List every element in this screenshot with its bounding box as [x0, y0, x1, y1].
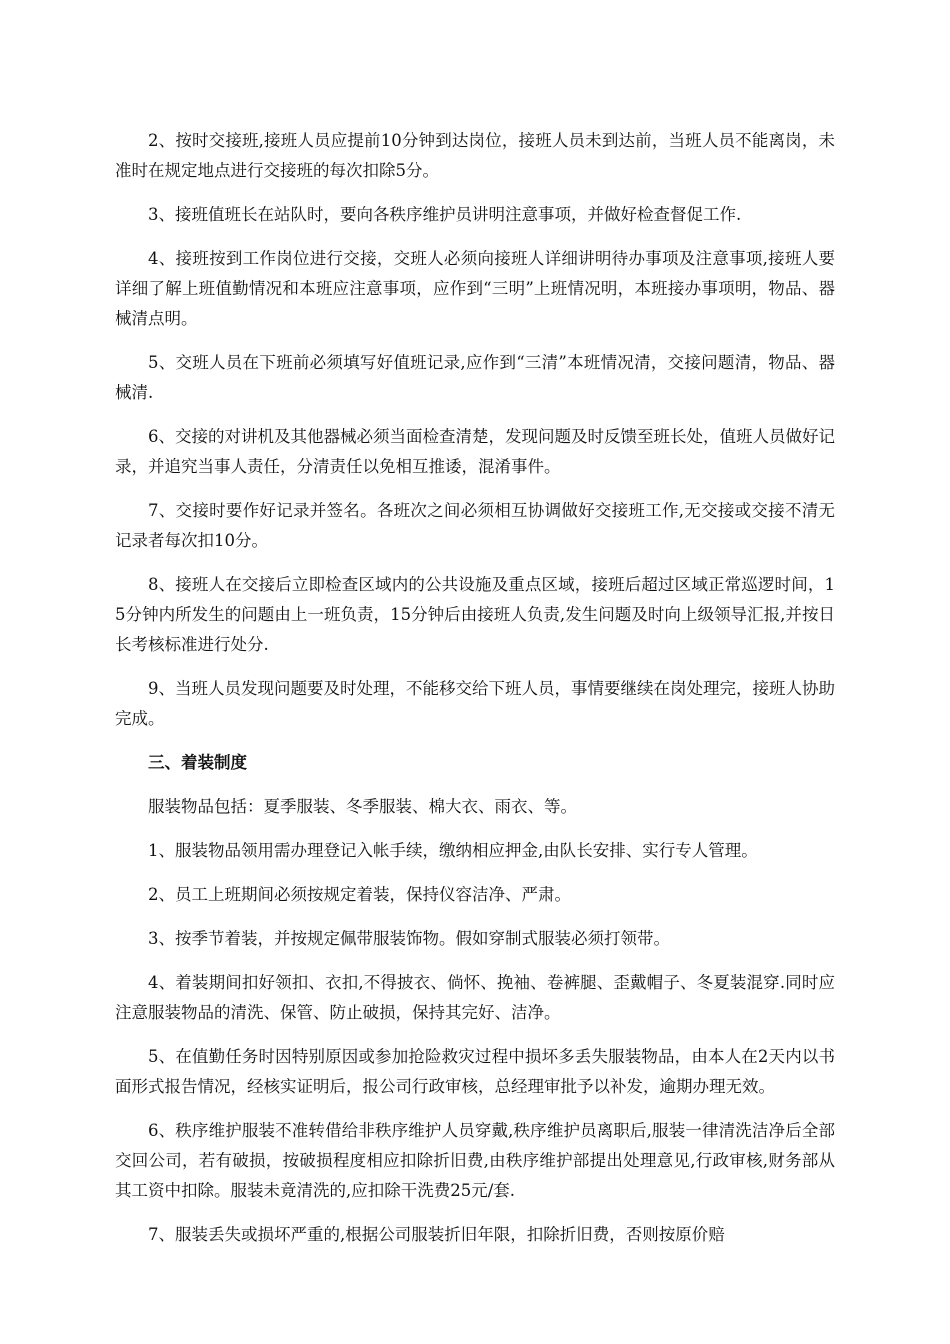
paragraph-shift-handover-4: 4、接班按到工作岗位进行交接，交班人必须向接班人详细讲明待办事项及注意事项,接班人要详细了解上班值勤情况和本班应注意事项，应作到“三明”上班情况明，本班接办事项明，物品、器械清点明。 [115, 249, 835, 328]
paragraph-shift-handover-6: 6、交接的对讲机及其他器械必须当面检查清楚，发现问题及时反馈至班长处，值班人员做好记录，并追究当事人责任，分清责任以免相互推诿，混淆事件。 [115, 427, 835, 476]
dress-code-item-5: 5、在值勤任务时因特别原因或参加抢险救灾过程中损坏多丢失服装物品，由本人在2天内以书面形式报告情况，经核实证明后，报公司行政审核，总经理审批予以补发，逾期办理无效。 [115, 1047, 835, 1096]
dress-code-item-2: 2、员工上班期间必须按规定着装，保持仪容洁净、严肃。 [148, 885, 571, 904]
dress-code-item-6: 6、秩序维护服装不准转借给非秩序维护人员穿戴,秩序维护员离职后,服装一律清洗洁净后全部交回公司，若有破损，按破损程度相应扣除折旧费,由秩序维护部提出处理意见,行政审核,财务部从其工资中扣除。服装未竟清洗的,应扣除干洗费25元/套. [115, 1121, 835, 1200]
paragraph-shift-handover-5: 5、交班人员在下班前必须填写好值班记录,应作到“三清”本班情况清，交接问题清，物品、器械清. [115, 353, 835, 402]
paragraph-shift-handover-2: 2、按时交接班,接班人员应提前10分钟到达岗位，接班人员未到达前，当班人员不能离岗，未准时在规定地点进行交接班的每次扣除5分。 [115, 131, 835, 180]
section-heading-dress-code: 三、着装制度 [148, 753, 247, 772]
paragraph-shift-handover-3: 3、接班值班长在站队时，要向各秩序维护员讲明注意事项，并做好检查督促工作. [148, 205, 742, 224]
paragraph-shift-handover-9: 9、当班人员发现问题要及时处理，不能移交给下班人员，事情要继续在岗处理完，接班人协助完成。 [115, 679, 835, 728]
dress-code-item-3: 3、按季节着装，并按规定佩带服装饰物。假如穿制式服装必须打领带。 [148, 929, 670, 948]
dress-code-item-4: 4、着装期间扣好领扣、衣扣,不得披衣、倘怀、挽袖、卷裤腿、歪戴帽子、冬夏装混穿.同时应注意服装物品的清洗、保管、防止破损，保持其完好、洁净。 [115, 973, 835, 1022]
paragraph-shift-handover-7: 7、交接时要作好记录并签名。各班次之间必须相互协调做好交接班工作,无交接或交接不清无记录者每次扣10分。 [115, 501, 835, 550]
section-intro: 服装物品包括：夏季服装、冬季服装、棉大衣、雨衣、等。 [148, 797, 577, 816]
dress-code-item-1: 1、服装物品领用需办理登记入帐手续，缴纳相应押金,由队长安排、实行专人管理。 [148, 841, 758, 860]
paragraph-shift-handover-8: 8、接班人在交接后立即检查区域内的公共设施及重点区域，接班后超过区域正常巡逻时间，15分钟内所发生的问题由上一班负责，15分钟后由接班人负责,发生问题及时向上级领导汇报,并按日长考核标准进行处分. [115, 575, 835, 654]
dress-code-item-7: 7、服装丢失或损坏严重的,根据公司服装折旧年限，扣除折旧费，否则按原价赔 [148, 1225, 725, 1244]
